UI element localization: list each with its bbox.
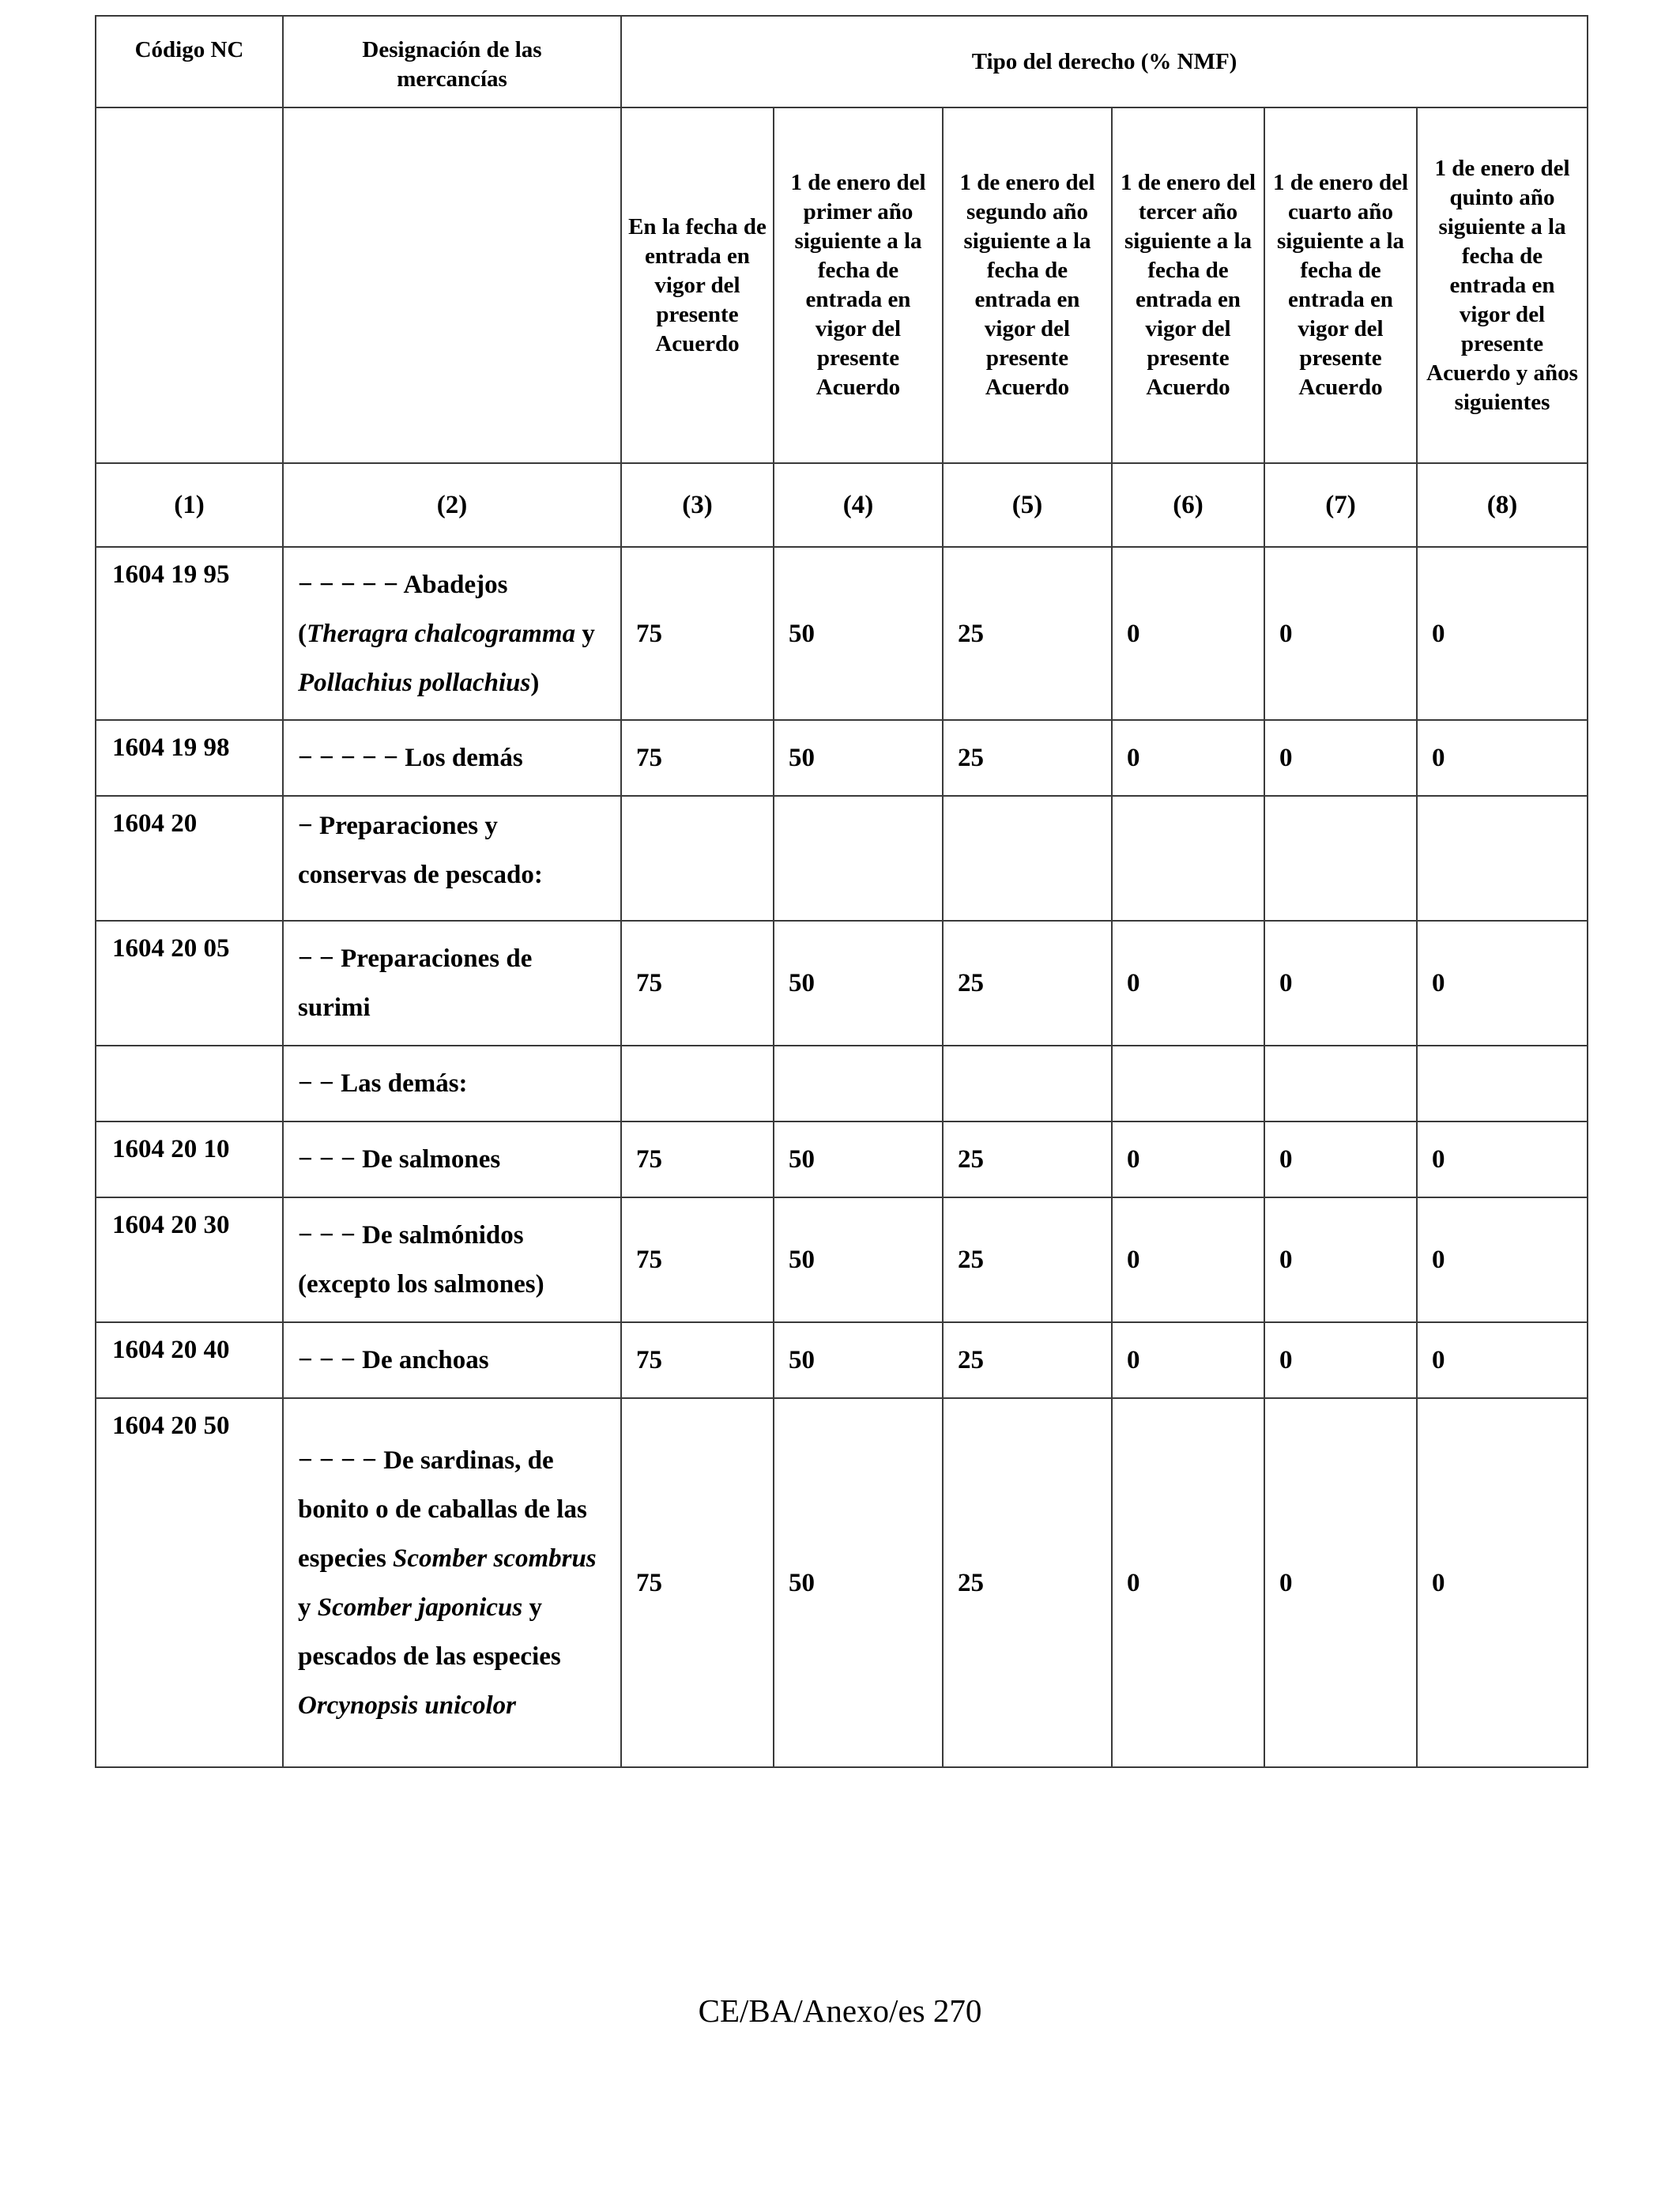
duty-rate-col-5: 25 [943,1122,1112,1197]
table-row [96,921,1588,1046]
cn-code-cell: 1604 20 30 [96,1197,283,1322]
duty-rate-col-4: 50 [774,720,943,796]
duty-rate-col-8: 0 [1417,1322,1588,1398]
designation-cell [283,796,621,921]
duty-rate-col-6: 0 [1112,1122,1264,1197]
duty-rate-col-8: 0 [1417,1398,1588,1767]
cn-code-cell: 1604 20 40 [96,1322,283,1398]
species-name: Orcynopsis unicolor [298,1691,516,1720]
subheader-col-8: 1 de enero del quinto año siguiente a la fecha de entrada en vigor del presente Acuerdo y años siguientes [1417,107,1588,463]
duty-rate-col-5: 25 [943,921,1112,1046]
duty-rate-col-7: 0 [1264,1197,1417,1322]
duty-rate-col-3 [621,796,774,921]
duty-rate-col-4: 50 [774,921,943,1046]
duty-rate-col-5 [943,1046,1112,1122]
col-number-3: (3) [621,463,774,547]
duty-rate-col-3: 75 [621,547,774,720]
duty-rate-col-8: 0 [1417,921,1588,1046]
header-duty-type: Tipo del derecho (% NMF) [621,16,1588,107]
designation-text: − − − − De sardinas, de bonito o de caballas de las especies [298,1446,587,1573]
duty-rate-col-3: 75 [621,720,774,796]
duty-rate-col-7 [1264,1046,1417,1122]
duty-rate-col-4 [774,1046,943,1122]
duty-rate-col-4: 50 [774,1197,943,1322]
table-row [96,1122,1588,1197]
designation-text: − − − − − Los demás [298,744,523,772]
duty-rate-col-6: 0 [1112,1197,1264,1322]
cn-code-cell: 1604 19 98 [96,720,283,796]
duty-rate-col-3: 75 [621,1197,774,1322]
table-row [96,1398,1588,1767]
subheader-col-6: 1 de enero del tercer año siguiente a la fecha de entrada en vigor del presente Acuerdo [1112,107,1264,463]
table-row [96,1197,1588,1322]
designation-cell [283,720,621,796]
cn-code-cell: 1604 20 10 [96,1122,283,1197]
duty-rate-col-8 [1417,1046,1588,1122]
duty-rate-col-4: 50 [774,1398,943,1767]
species-name: Pollachius pollachius [298,668,531,697]
designation-cell [283,1398,621,1767]
col-number-6: (6) [1112,463,1264,547]
duty-rate-col-8: 0 [1417,547,1588,720]
duty-rate-col-7: 0 [1264,547,1417,720]
col-number-2: (2) [283,463,621,547]
duty-rate-col-5 [943,796,1112,921]
table-row [96,547,1588,720]
table-body [96,547,1588,1767]
duty-rate-col-7: 0 [1264,921,1417,1046]
species-name: Scomber scombrus [393,1544,597,1573]
duty-rate-col-5: 25 [943,1197,1112,1322]
duty-rate-col-8: 0 [1417,1197,1588,1322]
header-designation: Designación de las mercancías [283,16,621,107]
duty-rate-col-6: 0 [1112,1398,1264,1767]
page-footer: CE/BA/Anexo/es 270 [698,1992,982,2029]
header-empty-designation [283,107,621,463]
designation-text: − − − De anchoas [298,1346,489,1374]
duty-rate-col-5: 25 [943,720,1112,796]
duty-rate-col-6: 0 [1112,720,1264,796]
designation-cell [283,1046,621,1122]
duty-rate-col-4: 50 [774,1122,943,1197]
duty-rate-col-5: 25 [943,1322,1112,1398]
designation-cell [283,1122,621,1197]
duty-rate-col-6 [1112,796,1264,921]
col-number-5: (5) [943,463,1112,547]
designation-text: − − − − − Abadejos ( [298,570,508,648]
duty-rate-col-7 [1264,796,1417,921]
header-row-numbers [96,463,1588,547]
duty-rate-col-8 [1417,796,1588,921]
designation-cell [283,547,621,720]
subheader-col-3: En la fecha de entrada en vigor del presente Acuerdo [621,107,774,463]
designation-cell [283,1197,621,1322]
duty-rate-col-6: 0 [1112,921,1264,1046]
designation-text: − − Preparaciones de surimi [298,944,533,1022]
col-number-1: (1) [96,463,283,547]
designation-cell [283,1322,621,1398]
duty-rate-col-3 [621,1046,774,1122]
duty-rate-col-8: 0 [1417,720,1588,796]
species-name: Theragra chalcogramma [307,619,576,648]
col-number-7: (7) [1264,463,1417,547]
cn-code-cell: 1604 20 50 [96,1398,283,1767]
table-row [96,1046,1588,1122]
species-name: Scomber japonicus [317,1593,523,1622]
duty-rate-col-3: 75 [621,1398,774,1767]
designation-text: − Preparaciones y conservas de pescado: [298,812,543,889]
designation-cell [283,921,621,1046]
cn-code-cell: 1604 20 [96,796,283,921]
header-row-subcolumns [96,107,1588,463]
table-row [96,1322,1588,1398]
header-empty-code [96,107,283,463]
duty-rate-col-6 [1112,1046,1264,1122]
duty-rate-col-4: 50 [774,547,943,720]
designation-text: y pescados de las especies [298,1593,561,1671]
duty-rate-col-6: 0 [1112,1322,1264,1398]
cn-code-cell [96,1046,283,1122]
duty-rate-col-5: 25 [943,1398,1112,1767]
col-number-4: (4) [774,463,943,547]
duty-rate-col-7: 0 [1264,1122,1417,1197]
duty-rate-col-4 [774,796,943,921]
tariff-table [95,15,1588,1768]
duty-rate-col-5: 25 [943,547,1112,720]
duty-rate-col-4: 50 [774,1322,943,1398]
subheader-col-5: 1 de enero del segundo año siguiente a la fecha de entrada en vigor del presente Acuerdo [943,107,1112,463]
designation-text: − − − De salmónidos (excepto los salmones) [298,1221,544,1299]
duty-rate-col-6: 0 [1112,547,1264,720]
duty-rate-col-3: 75 [621,1122,774,1197]
designation-text: − − − De salmones [298,1145,501,1174]
subheader-col-7: 1 de enero del cuarto año siguiente a la fecha de entrada en vigor del presente Acuerdo [1264,107,1417,463]
duty-rate-col-8: 0 [1417,1122,1588,1197]
cn-code-cell: 1604 20 05 [96,921,283,1046]
duty-rate-col-7: 0 [1264,720,1417,796]
duty-rate-col-7: 0 [1264,1398,1417,1767]
col-number-8: (8) [1417,463,1588,547]
cn-code-cell: 1604 19 95 [96,547,283,720]
duty-rate-col-3: 75 [621,1322,774,1398]
table-row [96,720,1588,796]
subheader-col-4: 1 de enero del primer año siguiente a la fecha de entrada en vigor del presente Acuerdo [774,107,943,463]
header-row-titles [96,16,1588,107]
table-row [96,796,1588,921]
designation-text: − − Las demás: [298,1069,468,1098]
header-code: Código NC [96,16,283,107]
designation-text: y [298,1593,318,1622]
designation-text: ) [530,668,540,697]
duty-rate-col-7: 0 [1264,1322,1417,1398]
duty-rate-col-3: 75 [621,921,774,1046]
designation-text: y [575,619,595,648]
